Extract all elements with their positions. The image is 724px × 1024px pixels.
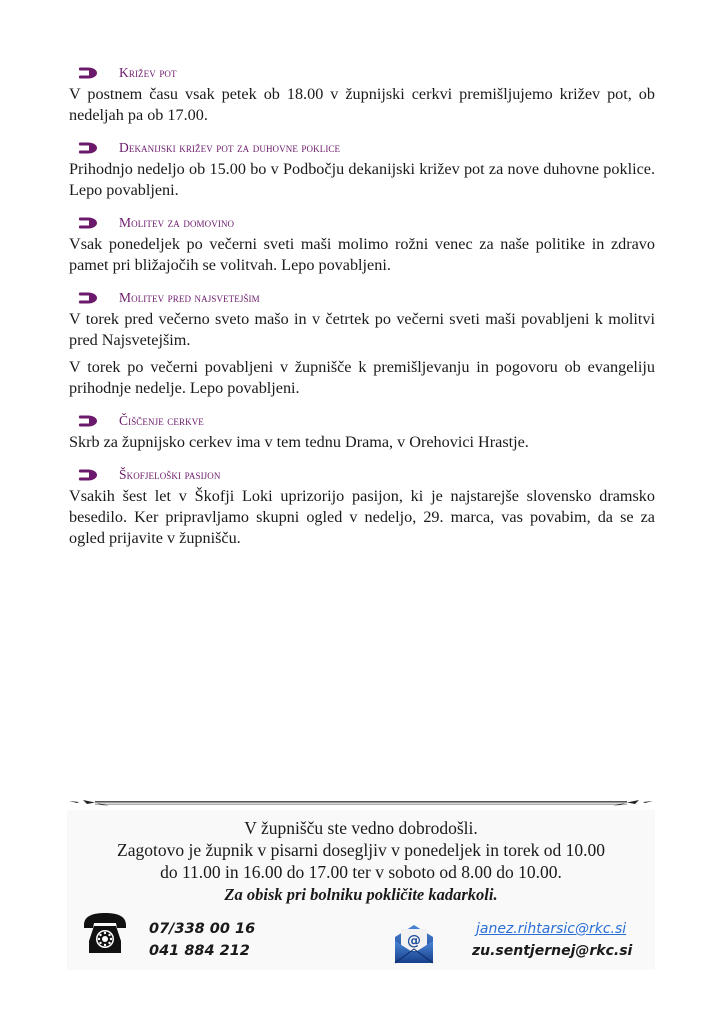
arrow-right-icon bbox=[77, 65, 99, 81]
arrow-right-icon bbox=[77, 467, 99, 483]
telephone-icon bbox=[81, 911, 129, 955]
arrow-right-icon bbox=[77, 413, 99, 429]
office-hours-line-2: do 11.00 in 16.00 do 17.00 ter v soboto od 8.00 do 10.00. bbox=[160, 862, 562, 882]
arrow-right-icon bbox=[77, 290, 99, 306]
section-heading bbox=[69, 464, 655, 486]
phone-numbers bbox=[149, 918, 255, 962]
section-title: Molitev pred najsvetejšim bbox=[119, 290, 260, 305]
section-krizev-pot bbox=[69, 62, 655, 126]
section-ciscenje-cerkve bbox=[69, 410, 655, 453]
section-paragraph: Vsakih šest let v Škofji Loki uprizorijo pasijon, ki je najstarejše slovensko dramsko besedilo. Ker pripravljamo skupni ogled v nedeljo, 29. marca, vas povabim, da se za ogled prijavite v župnišču. bbox=[69, 487, 655, 547]
section-heading bbox=[69, 212, 655, 234]
section-heading bbox=[69, 137, 655, 159]
welcome-text: V župnišču ste vedno dobrodošli. bbox=[244, 818, 478, 838]
section-title: Molitev za domovino bbox=[119, 215, 235, 230]
announcements bbox=[69, 62, 655, 560]
section-dekanijski-krizev-pot bbox=[69, 137, 655, 201]
section-heading bbox=[69, 62, 655, 84]
section-paragraph: V postnem času vsak petek ob 18.00 v župnijski cerkvi premišljujemo križev pot, ob nedeljah pa ob 17.00. bbox=[69, 85, 655, 124]
sick-visit-note: Za obisk pri bolniku pokličite kadarkoli. bbox=[224, 885, 498, 904]
parish-office-info bbox=[67, 810, 655, 970]
office-hours-line-1: Zagotovo je župnik v pisarni dosegljiv v ponedeljek in torek od 10.00 bbox=[117, 840, 605, 860]
arrow-right-icon bbox=[77, 140, 99, 156]
email-link-pastor[interactable]: janez.rihtarsic@rkc.si bbox=[476, 921, 627, 937]
arrow-right-icon bbox=[77, 215, 99, 231]
section-heading bbox=[69, 410, 655, 432]
envelope-icon bbox=[392, 923, 436, 965]
section-paragraph: Prihodnjo nedeljo ob 15.00 bo v Podbočju dekanijski križev pot za nove duhovne poklice. Lepo povabljeni. bbox=[69, 160, 655, 199]
section-molitev-pred-najsvetejsim bbox=[69, 287, 655, 399]
section-title: Dekanijski križev pot za duhovne poklice bbox=[119, 140, 341, 155]
section-skofjeloski-pasijon bbox=[69, 464, 655, 549]
svg-text:@: @ bbox=[407, 933, 421, 949]
section-heading bbox=[69, 287, 655, 309]
section-title: Križev pot bbox=[119, 65, 177, 80]
section-title: Čiščenje cerkve bbox=[119, 413, 204, 428]
email-parish-office: zu.sentjernej@rkc.si bbox=[472, 943, 633, 959]
footer bbox=[65, 796, 657, 972]
section-paragraph: Vsak ponedeljek po večerni sveti maši molimo rožni venec za naše politike in zdravo pamet pri bližajočih se volitvah. Lepo povabljeni. bbox=[69, 235, 655, 274]
phone-number-mobile: 041 884 212 bbox=[149, 943, 250, 959]
section-title: Škofjeloški pasijon bbox=[119, 467, 221, 482]
phone-number-landline: 07/338 00 16 bbox=[149, 921, 256, 937]
section-paragraph: V torek po večerni povabljeni v župnišče k premišljevanju in pogovoru ob evangeliju prihodnje nedelje. Lepo povabljeni. bbox=[69, 358, 655, 397]
ornamental-divider bbox=[65, 796, 657, 810]
section-paragraph: V torek pred večerno sveto mašo in v četrtek po večerni sveti maši povabljeni k molitvi pred Najsvetejšim. bbox=[69, 310, 655, 349]
email-addresses bbox=[472, 918, 632, 962]
section-paragraph: Skrb za župnijsko cerkev ima v tem tednu Drama, v Orehovici Hrastje. bbox=[69, 433, 529, 451]
section-molitev-za-domovino bbox=[69, 212, 655, 276]
